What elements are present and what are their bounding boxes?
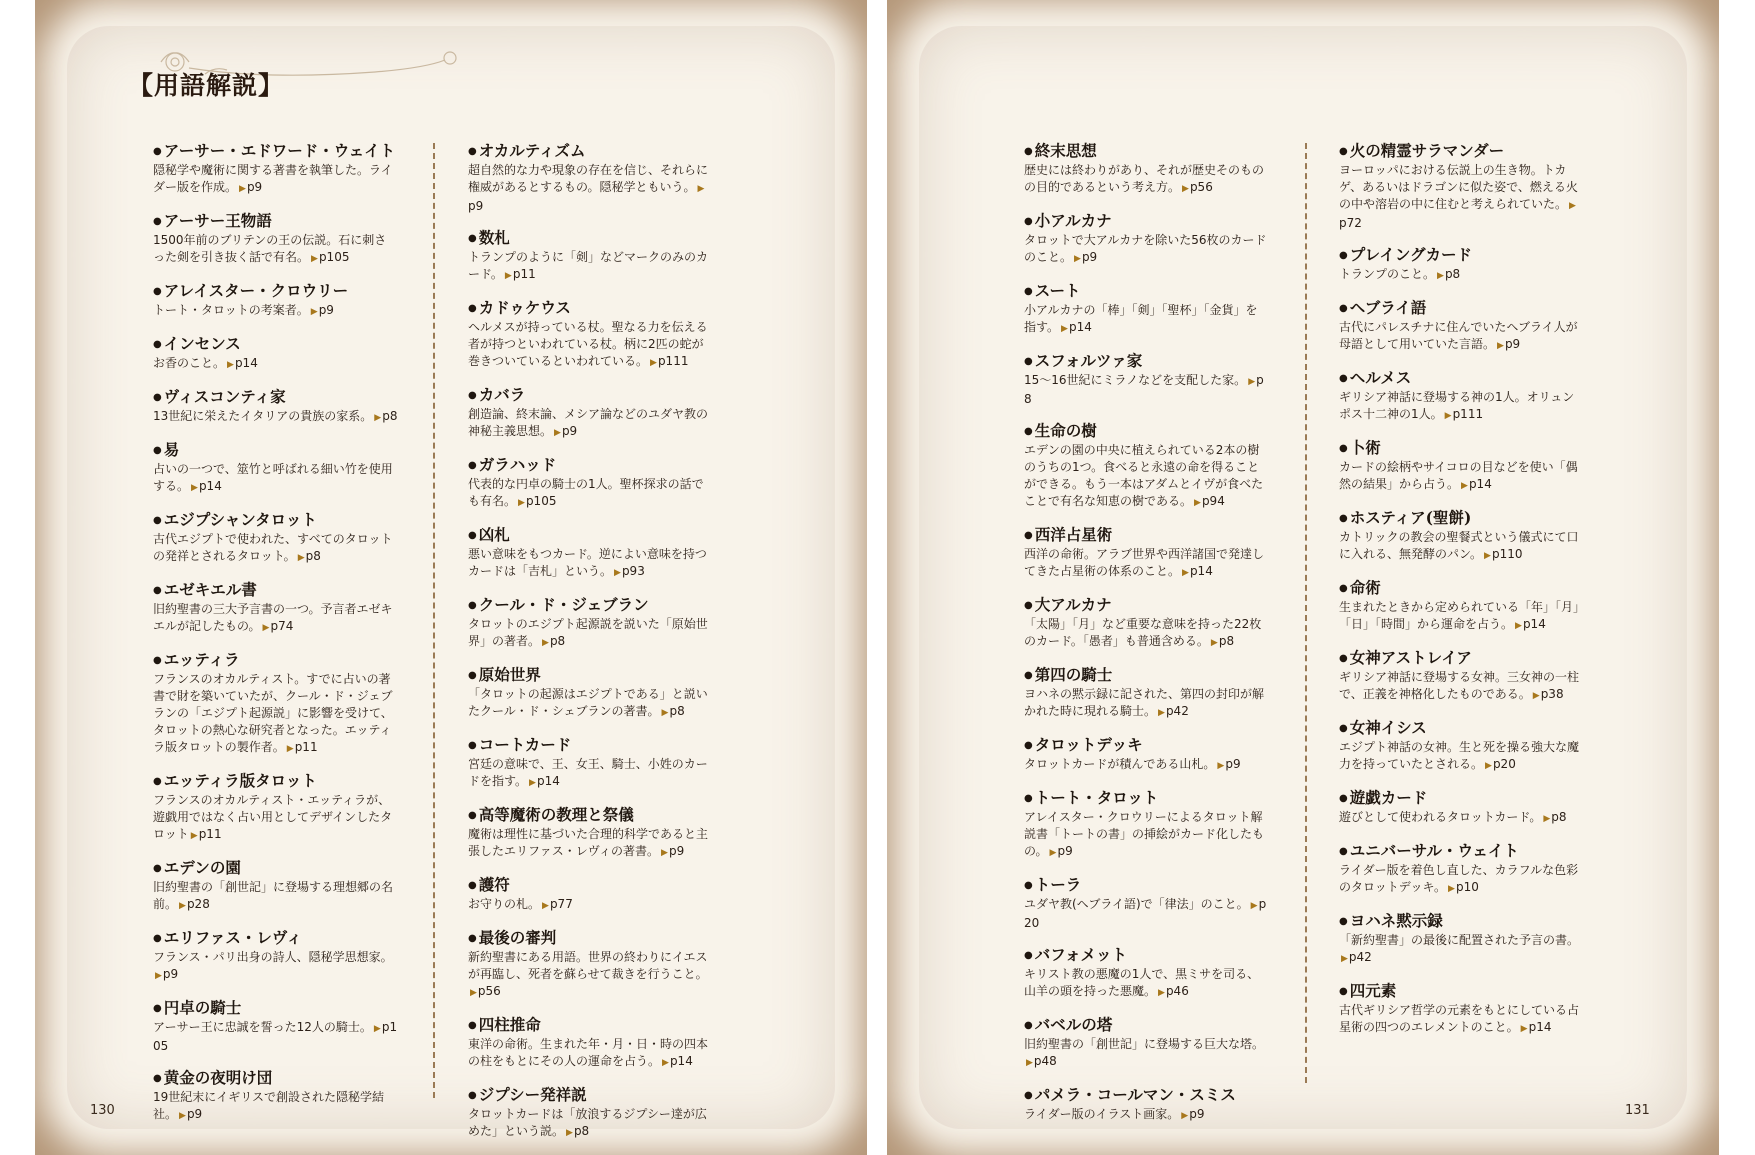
glossary-definition [1339,266,1584,285]
glossary-term: ● カバラ [468,385,713,405]
definition-text: 遊びとして使われるタロットカード。 [1339,810,1542,824]
glossary-term: ● ユニバーサル・ウェイト [1339,841,1584,861]
glossary-column-right-2 [1339,141,1584,1051]
glossary-entry [468,875,713,915]
definition-text: エデンの園の中央に植えられている2本の樹のうちの1つ。食べると永遠の命を得ることができる。もう一本はアダムとイヴが食べたことで有名な知恵の樹である。 [1024,443,1264,508]
glossary-entry [153,1068,398,1125]
page-reference: ▶ p11 [189,827,222,841]
definition-text: トランプのこと。 [1339,267,1436,281]
page-reference: ▶ p9 [1048,844,1073,858]
definition-text: フランスのオカルティスト・エッティラが、遊戯用ではなく占い用としてデザインしたタロット [153,793,393,841]
glossary-term: ● 火の精霊サラマンダー [1339,141,1584,161]
glossary-definition [1339,162,1584,232]
glossary-entry [1024,525,1269,582]
page-reference: ▶ p9 [153,967,178,981]
glossary-entry [468,1015,713,1072]
definition-text: 歴史には終わりがあり、それが歴史そのものの目的であるという考え方。 [1024,163,1265,194]
glossary-definition [1024,162,1269,198]
glossary-term: ● トート・タロット [1024,788,1269,808]
page-reference: ▶ p9 [552,424,577,438]
page-reference: ▶ p110 [1482,547,1522,561]
glossary-definition [153,949,398,985]
glossary-entry [1339,911,1584,968]
glossary-definition [468,476,713,512]
definition-text: カードの絵柄やサイコロの目などを使い「偶然の結果」から占う。 [1339,460,1578,491]
glossary-term: ● アレイスター・クロウリー [153,281,398,301]
definition-text: 占いの一つで、筮竹と呼ばれる細い竹を使用する。 [153,462,393,493]
glossary-entry [153,771,398,845]
glossary-definition [1024,686,1269,722]
definition-text: 東洋の命術。生まれた年・月・日・時の四本の柱をもとにその人の運命を占う。 [468,1037,709,1068]
glossary-term: ● 大アルカナ [1024,595,1269,615]
page-reference: ▶ p9 [309,303,334,317]
glossary-entry [468,1085,713,1142]
glossary-term: ● 凶札 [468,525,713,545]
glossary-entry [468,385,713,442]
glossary-entry [1024,1015,1269,1072]
page-reference: ▶ p9 [1179,1107,1204,1121]
glossary-entry [153,334,398,374]
glossary-definition [153,162,398,198]
glossary-definition [1339,932,1584,968]
definition-text: 生まれたときから定められている「年」「月」「日」「時間」から運命を占う。 [1339,600,1580,631]
definition-text: 超自然的な力や現象の存在を信じ、それらに権威があるとするもの。隠秘学ともいう。 [468,163,709,194]
glossary-term: ● 最後の審判 [468,928,713,948]
glossary-term: ● エリファス・レヴィ [153,928,398,948]
definition-text: 「新約聖書」の最後に配置された予言の書。 [1339,933,1580,947]
glossary-entry [1339,841,1584,898]
page-reference: ▶ p8 [564,1124,589,1138]
glossary-definition [1339,862,1584,898]
page-reference: ▶ p8 [296,549,321,563]
glossary-definition [1339,389,1584,425]
column-divider [1305,143,1307,1083]
glossary-term: ● タロットデッキ [1024,735,1269,755]
glossary-entry [1024,735,1269,775]
page-number: 131 [1625,1103,1650,1118]
definition-text: ヨーロッパにおける伝説上の生き物。トカゲ、あるいはドラゴンに似た姿で、燃える火の中や溶岩の中に住むと考えられていた。 [1339,163,1578,211]
glossary-term: ● 卜術 [1339,438,1584,458]
glossary-definition [1024,372,1269,408]
glossary-definition [153,1019,398,1055]
glossary-definition [1024,442,1269,512]
left-page [35,0,867,1155]
glossary-term: ● アーサー王物語 [153,211,398,231]
glossary-term: ● 高等魔術の教理と祭儀 [468,805,713,825]
glossary-definition [468,756,713,792]
page-reference: ▶ p72 [1339,197,1577,230]
glossary-definition [153,879,398,915]
glossary-term: ● スート [1024,281,1269,301]
glossary-entry [468,141,713,215]
glossary-entry [1024,141,1269,198]
glossary-definition [1339,599,1584,635]
glossary-entry [1024,281,1269,338]
page-reference: ▶ p14 [189,479,222,493]
glossary-entry [1024,351,1269,408]
definition-text: タロットカードは「放浪するジプシー達が広めた」という説。 [468,1107,707,1138]
glossary-term: ● 命術 [1339,578,1584,598]
glossary-column-left-2 [468,141,713,1155]
glossary-definition [1339,809,1584,828]
glossary-definition [1339,319,1584,355]
glossary-term: ● エゼキエル書 [153,580,398,600]
glossary-term: ● 第四の騎士 [1024,665,1269,685]
definition-text: 19世紀末にイギリスで創設された隠秘学結社。 [153,1090,385,1121]
page-reference: ▶ p111 [648,354,688,368]
page-reference: ▶ p56 [468,984,501,998]
glossary-term: ● エッティラ版タロット [153,771,398,791]
glossary-entry [468,928,713,1002]
glossary-entry [1339,438,1584,495]
definition-text: 古代ギリシア哲学の元素をもとにしている占星術の四つのエレメントのこと。 [1339,1003,1580,1034]
definition-text: ユダヤ教(ヘブライ語)で「律法」のこと。 [1024,897,1249,911]
glossary-entry [1339,718,1584,775]
glossary-term: ● エッティラ [153,650,398,670]
page-reference: ▶ p8 [372,409,397,423]
glossary-term: ● バフォメット [1024,945,1269,965]
glossary-term: ● エデンの園 [153,858,398,878]
definition-text: ギリシア神話に登場する女神。三女神の一柱で、正義を神格化したものである。 [1339,670,1580,701]
glossary-definition [1024,232,1269,268]
definition-text: 魔術は理性に基づいた合理的科学であると主張したエリファス・レヴィの著書。 [468,827,709,858]
page-reference: ▶ p9 [1215,757,1240,771]
glossary-definition [153,1089,398,1125]
glossary-definition [1024,756,1269,775]
definition-text: 旧約聖書の「創世記」に登場する理想郷の名前。 [153,880,394,911]
page-reference: ▶ p28 [177,897,210,911]
glossary-entry [1339,141,1584,232]
glossary-column-right-1 [1024,141,1269,1138]
page-reference: ▶ p14 [527,774,560,788]
glossary-term: ● インセンス [153,334,398,354]
glossary-definition [1024,302,1269,338]
definition-text: フランス・パリ出身の詩人、隠秘学思想家。 [153,950,393,964]
definition-text: 13世紀に栄えたイタリアの貴族の家系。 [153,409,373,423]
page-reference: ▶ p9 [468,180,705,213]
page-reference: ▶ p14 [1180,564,1213,578]
glossary-definition [153,601,398,637]
glossary-definition [468,896,713,915]
glossary-definition [1024,546,1269,582]
glossary-term: ● ヨハネ黙示録 [1339,911,1584,931]
glossary-definition [153,302,398,321]
page-reference: ▶ p77 [540,897,573,911]
definition-text: トート・タロットの考案者。 [153,303,309,317]
glossary-entry [1024,788,1269,862]
right-page [887,0,1719,1155]
glossary-term: ● 原始世界 [468,665,713,685]
glossary-entry [468,595,713,652]
definition-text: タロットのエジプト起源説を説いた「原始世界」の著者。 [468,617,708,648]
page-reference: ▶ p8 [1541,810,1566,824]
page-reference: ▶ p48 [1024,1054,1057,1068]
glossary-definition [153,355,398,374]
page-reference: ▶ p8 [1024,373,1264,406]
glossary-definition [153,232,398,268]
page-reference: ▶ p9 [237,180,262,194]
glossary-definition [468,162,713,215]
definition-text: お香のこと。 [153,356,226,370]
definition-text: タロットで大アルカナを除いた56枚のカードのこと。 [1024,233,1267,264]
definition-text: お守りの札。 [468,897,541,911]
glossary-entry [1024,945,1269,1002]
page-reference: ▶ p9 [1072,250,1097,264]
glossary-definition [1024,809,1269,862]
glossary-entry [468,525,713,582]
glossary-entry [153,998,398,1055]
glossary-term: ● ガラハッド [468,455,713,475]
glossary-definition [1024,896,1269,932]
glossary-term: ● クール・ド・ジェブラン [468,595,713,615]
glossary-definition [1339,739,1584,775]
page-reference: ▶ p11 [503,267,536,281]
definition-text: 「タロットの起源はエジプトである」と説いたクール・ド・シェブランの著書。 [468,687,708,718]
glossary-term: ● 生命の樹 [1024,421,1269,441]
glossary-definition [153,531,398,567]
page-reference: ▶ p11 [285,740,318,754]
glossary-entry [153,440,398,497]
glossary-term: ● 女神アストレイア [1339,648,1584,668]
page-reference: ▶ p8 [1209,634,1234,648]
glossary-definition [153,408,398,427]
glossary-definition [468,1036,713,1072]
glossary-definition [1024,616,1269,652]
glossary-entry [1024,665,1269,722]
glossary-term: ● 円卓の騎士 [153,998,398,1018]
glossary-column-left-1 [153,141,398,1138]
glossary-term: ● 遊戯カード [1339,788,1584,808]
glossary-definition [153,792,398,845]
glossary-entry [1339,788,1584,828]
glossary-term: ● 易 [153,440,398,460]
glossary-entry [468,665,713,722]
glossary-entry [1339,648,1584,705]
glossary-definition [468,949,713,1002]
glossary-term: ● 女神イシス [1339,718,1584,738]
page-reference: ▶ p93 [612,564,645,578]
glossary-term: ● トーラ [1024,875,1269,895]
glossary-term: ● 西洋占星術 [1024,525,1269,545]
page-reference: ▶ p42 [1339,950,1372,964]
page-reference: ▶ p8 [1435,267,1460,281]
definition-text: 代表的な円卓の騎士の1人。聖杯探求の話でも有名。 [468,477,704,508]
glossary-definition [468,249,713,285]
glossary-definition [468,686,713,722]
glossary-term: ● ホスティア(聖餅) [1339,508,1584,528]
glossary-entry [468,228,713,285]
glossary-definition [468,546,713,582]
glossary-term: ● 黄金の夜明け団 [153,1068,398,1088]
page-reference: ▶ p10 [1446,880,1479,894]
definition-text: タロットカードが積んである山札。 [1024,757,1216,771]
glossary-term: ● カドゥケウス [468,298,713,318]
glossary-entry [153,387,398,427]
glossary-term: ● 四元素 [1339,981,1584,1001]
definition-text: 宮廷の意味で、王、女王、騎士、小姓のカードを指す。 [468,757,708,788]
column-divider [433,143,435,1098]
glossary-term: ● プレイングカード [1339,245,1584,265]
glossary-entry [468,298,713,372]
glossary-term: ● オカルティズム [468,141,713,161]
definition-text: 古代にパレスチナに住んでいたヘブライ人が母語として用いていた言語。 [1339,320,1578,351]
definition-text: ヨハネの黙示録に記された、第四の封印が解かれた時に現れる騎士。 [1024,687,1265,718]
page-reference: ▶ p9 [659,844,684,858]
glossary-entry [153,858,398,915]
definition-text: ライダー版を着色し直した、カラフルな色彩のタロットデッキ。 [1339,863,1579,894]
glossary-entry [1339,981,1584,1038]
definition-text: 旧約聖書の「創世記」に登場する巨大な塔。 [1024,1037,1265,1051]
glossary-entry [1339,298,1584,355]
glossary-entry [153,650,398,758]
page-reference: ▶ p14 [1513,617,1546,631]
glossary-entry [153,580,398,637]
page-reference: ▶ p20 [1483,757,1516,771]
definition-text: 創造論、終末論、メシア論などのユダヤ教の神秘主義思想。 [468,407,709,438]
page-number: 130 [90,1103,115,1118]
definition-text: キリスト教の悪魔の1人で、黒ミサを司る、山羊の頭を持った悪魔。 [1024,967,1260,998]
glossary-definition [468,1106,713,1142]
page-reference: ▶ p46 [1156,984,1189,998]
glossary-entry [153,928,398,985]
definition-text: 小アルカナの「棒」「剣」「聖杯」「金貨」を指す。 [1024,303,1258,334]
glossary-definition [153,461,398,497]
glossary-entry [468,735,713,792]
glossary-term: ● コートカード [468,735,713,755]
glossary-entry [1339,508,1584,565]
definition-text: アーサー王に忠誠を誓った12人の騎士。 [153,1020,372,1034]
glossary-entry [1024,421,1269,512]
page-reference: ▶ p74 [261,619,294,633]
glossary-entry [153,510,398,567]
definition-text: 旧約聖書の三大予言書の一つ。予言者エゼキエルが記したもの。 [153,602,393,633]
glossary-entry [1339,578,1584,635]
glossary-term: ● 四柱推命 [468,1015,713,1035]
definition-text: エジプト神話の女神。生と死を操る強大な魔力を持っていたとされる。 [1339,740,1580,771]
glossary-entry [1024,1085,1269,1125]
page-reference: ▶ p42 [1156,704,1189,718]
page-reference: ▶ p111 [1443,407,1483,421]
page-reference: ▶ p14 [225,356,258,370]
glossary-definition [153,671,398,758]
glossary-term: ● ヘルメス [1339,368,1584,388]
definition-text: ギリシア神話に登場する神の1人。オリュンポス十二神の1人。 [1339,390,1575,421]
glossary-entry [153,281,398,321]
glossary-term: ● ジプシー発祥説 [468,1085,713,1105]
definition-text: カトリックの教会の聖餐式という儀式にて口に入れる、無発酵のパン。 [1339,530,1579,561]
page-reference: ▶ p8 [540,634,565,648]
definition-text: アレイスター・クロウリーによるタロット解説書「トートの書」の挿絵がカード化したもの。 [1024,810,1265,858]
glossary-entry [1024,875,1269,932]
definition-text: 悪い意味をもつカード。逆によい意味を持つカードは「吉札」という。 [468,547,707,578]
glossary-entry [153,211,398,268]
glossary-definition [468,406,713,442]
glossary-definition [468,616,713,652]
page-reference: ▶ p105 [309,250,349,264]
glossary-entry [1339,245,1584,285]
page-reference: ▶ p14 [1459,477,1492,491]
glossary-term: ● 終末思想 [1024,141,1269,161]
glossary-term: ● 数札 [468,228,713,248]
page-reference: ▶ p8 [660,704,685,718]
glossary-definition [1339,1002,1584,1038]
glossary-entry [153,141,398,198]
definition-text: ライダー版のイラスト画家。 [1024,1107,1180,1121]
glossary-term: ● ヘブライ語 [1339,298,1584,318]
page-reference: ▶ p105 [516,494,556,508]
glossary-entry [468,805,713,862]
definition-text: 隠秘学や魔術に関する著書を執筆した。ライダー版を作成。 [153,163,393,194]
glossary-entry [1024,595,1269,652]
page-title: 【用語解説】 [128,71,285,100]
definition-text: 新約聖書にある用語。世界の終わりにイエスが再臨し、死者を蘇らせて裁きを行うこと。 [468,950,708,981]
glossary-definition [1339,529,1584,565]
page-reference: ▶ p14 [1059,320,1092,334]
definition-text: 「太陽」「月」など重要な意味を持った22枚のカード。「愚者」も普通含める。 [1024,617,1262,648]
glossary-term: ● スフォルツァ家 [1024,351,1269,371]
glossary-definition [468,319,713,372]
glossary-definition [1339,459,1584,495]
glossary-term: ● ヴィスコンティ家 [153,387,398,407]
page-reference: ▶ p9 [1495,337,1520,351]
glossary-term: ● バベルの塔 [1024,1015,1269,1035]
page-reference: ▶ p56 [1180,180,1213,194]
page-reference: ▶ p14 [660,1054,693,1068]
glossary-term: ● パメラ・コールマン・スミス [1024,1085,1269,1105]
glossary-term: ● アーサー・エドワード・ウェイト [153,141,398,161]
definition-text: トランプのように「剣」などマークのみのカード。 [468,250,709,281]
glossary-entry [468,455,713,512]
glossary-term: ● 小アルカナ [1024,211,1269,231]
glossary-definition [1024,1106,1269,1125]
glossary-definition [1024,1036,1269,1072]
definition-text: 古代エジプトで使われた、すべてのタロットの発祥とされるタロット。 [153,532,393,563]
page-reference: ▶ p38 [1531,687,1564,701]
glossary-entry [1339,368,1584,425]
glossary-entry [1024,211,1269,268]
page-reference: ▶ p20 [1024,897,1266,930]
glossary-term: ● 護符 [468,875,713,895]
page-reference: ▶ p105 [153,1020,397,1053]
definition-text: 西洋の命術。アラブ世界や西洋諸国で発達してきた占星術の体系のこと。 [1024,547,1265,578]
definition-text: 15〜16世紀にミラノなどを支配した家。 [1024,373,1247,387]
page-reference: ▶ p14 [1519,1020,1552,1034]
page-reference: ▶ p9 [177,1107,202,1121]
glossary-definition [468,826,713,862]
page-reference: ▶ p94 [1192,494,1225,508]
definition-text: 1500年前のブリテンの王の伝説。石に刺さった剣を引き抜く話で有名。 [153,233,387,264]
definition-text: ヘルメスが持っている杖。聖なる力を伝える者が持つといわれている杖。柄に2匹の蛇が巻きついているといわれている。 [468,320,708,368]
glossary-term: ● エジプシャンタロット [153,510,398,530]
glossary-definition [1024,966,1269,1002]
definition-text: フランスのオカルティスト。すでに占いの著書で財を築いていたが、クール・ド・ジェブランの「エジプト起源説」に影響を受けて、タロットの熱心な研究者となった。エッティラ版タロットの製作者。 [153,672,393,754]
glossary-definition [1339,669,1584,705]
